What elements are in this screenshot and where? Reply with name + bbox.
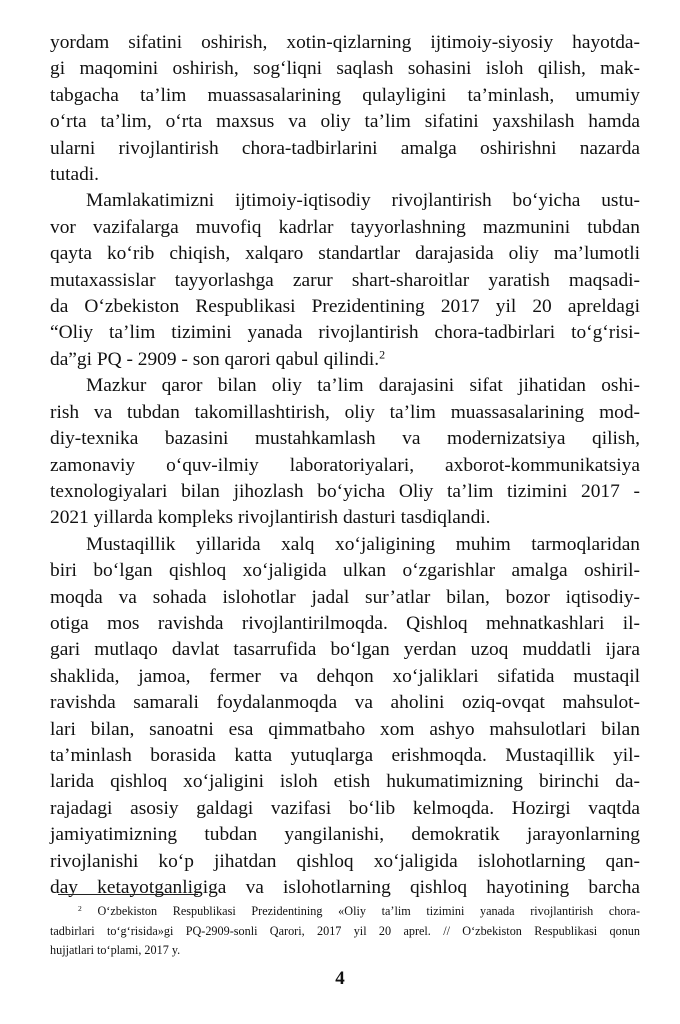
text-line: da O‘zbekiston Respublikasi Prezidentining 2017 yil 20 apreldagi xyxy=(50,296,640,318)
text-line: rajadagi asosiy galdagi vazifasi bo‘lib kelmoqda. Hozirgi vaqtda xyxy=(50,797,640,819)
body-text xyxy=(50,30,640,901)
text-line: rish va tubdan takomillashtirish, oliy ta’lim muassasalarining mod- xyxy=(50,401,640,423)
text-line: ravishda samarali foydalanmoqda va aholini oziq-ovqat mahsulot- xyxy=(50,692,640,714)
text-line: moqda va sohada islohotlar jadal sur’atlar bilan, bozor iqtisodiy- xyxy=(50,586,640,608)
text-line: gi maqomini oshirish, sog‘liqni saqlash sohasini isloh qilish, mak- xyxy=(50,58,640,80)
text-line: texnologiyalari bilan jihozlash bo‘yicha Oliy ta’lim tizimini 2017 - xyxy=(50,480,640,502)
text-line: o‘rta ta’lim, o‘rta maxsus va oliy ta’lim sifatini yaxshilash hamda xyxy=(50,111,640,133)
text-line: Mustaqillik yillarida xalq xo‘jaligining muhim tarmoqlaridan xyxy=(86,533,640,555)
text-line: lari bilan, sanoatni esa qimmatbaho xom ashyo mahsulotlari bilan xyxy=(50,718,640,740)
text-line: da”gi PQ - 2909 - son qarori qabul qilindi. xyxy=(50,348,380,370)
text-line: gari mutlaqo davlat tasarrufida bo‘lgan yerdan uzoq muddatli ijara xyxy=(50,639,640,661)
footnote-reference: 2 xyxy=(379,347,386,362)
text-line: qayta ko‘rib chiqish, xalqaro standartlar darajasida oliy ma’lumotli xyxy=(50,243,640,265)
text-line: zamonaviy o‘quv-ilmiy laboratoriyalari, axborot-kommunikatsiya xyxy=(50,454,640,476)
text-line: Mazkur qaror bilan oliy ta’lim darajasini sifat jihatidan oshi- xyxy=(86,375,640,397)
text-line: shaklida, jamoa, fermer va dehqon xo‘jaliklari sifatida mustaqil xyxy=(50,665,640,687)
text-line: 2021 yillarda kompleks rivojlantirish dasturi tasdiqlandi. xyxy=(50,507,491,529)
text-line: biri bo‘lgan qishloq xo‘jaligida ulkan o‘zgarishlar amalga oshiril- xyxy=(50,560,640,582)
text-line: tutadi. xyxy=(50,164,100,186)
text-line: larida qishloq xo‘jaligini isloh etish hukumatimizning birinchi da- xyxy=(50,771,640,793)
footnote-line: O‘zbekiston Respublikasi Prezidentining «Oliy ta’lim tizimini yanada rivojlantirish chora- xyxy=(97,904,640,918)
text-line: jamiyatimizning tubdan yangilanishi, demokratik jarayonlarning xyxy=(50,824,640,846)
text-line: otiga mos ravishda rivojlantirilmoqda. Qishloq mehnatkashlari il- xyxy=(50,612,640,634)
text-line: tabgacha ta’lim muassasalarining qulayligini ta’minlash, umumiy xyxy=(50,84,640,106)
footnote-line: tadbirlari to‘g‘risida»gi PQ-2909-sonli Qarori, 2017 yil 20 aprel. // O‘zbekiston Respublikasi qonun xyxy=(50,923,640,938)
text-line: rivojlanishi ko‘p jihatdan qishloq xo‘jaligida islohotlarning qan- xyxy=(50,850,640,872)
text-line: Mamlakatimizni ijtimoiy-iqtisodiy rivojlantirish bo‘yicha ustu- xyxy=(86,190,640,212)
text-line-with-footnote xyxy=(50,347,640,373)
footnote-marker: 2 xyxy=(78,903,82,913)
footnote xyxy=(50,902,640,961)
text-line: “Oliy ta’lim tizimini yanada rivojlantirish chora-tadbirlari to‘g‘risi- xyxy=(50,322,640,344)
page-number: 4 xyxy=(335,968,345,989)
text-line: ta’minlash borasida katta yutuqlarga erishmoqda. Mustaqillik yil- xyxy=(50,744,640,766)
footnote-divider xyxy=(58,894,198,895)
text-line: day ketayotganligiga va islohotlarning qishloq hayotining barcha xyxy=(50,877,640,898)
footnote-line-with-marker xyxy=(50,902,640,922)
text-line: diy-texnika bazasini mustahkamlash va modernizatsiya qilish, xyxy=(50,428,640,450)
text-line: yordam sifatini oshirish, xotin-qizlarning ijtimoiy-siyosiy hayotda- xyxy=(50,32,640,53)
footnote-line: hujjatlari to‘plami, 2017 y. xyxy=(50,943,181,957)
text-line: mutaxassislar tayyorlashga zarur shart-sharoitlar yaratish maqsadi- xyxy=(50,269,640,291)
text-line: vor vazifalarga muvofiq kadrlar tayyorlashning mazmunini tubdan xyxy=(50,216,640,238)
text-line: ularni rivojlantirish chora-tadbirlarini amalga oshirishni nazarda xyxy=(50,137,640,159)
